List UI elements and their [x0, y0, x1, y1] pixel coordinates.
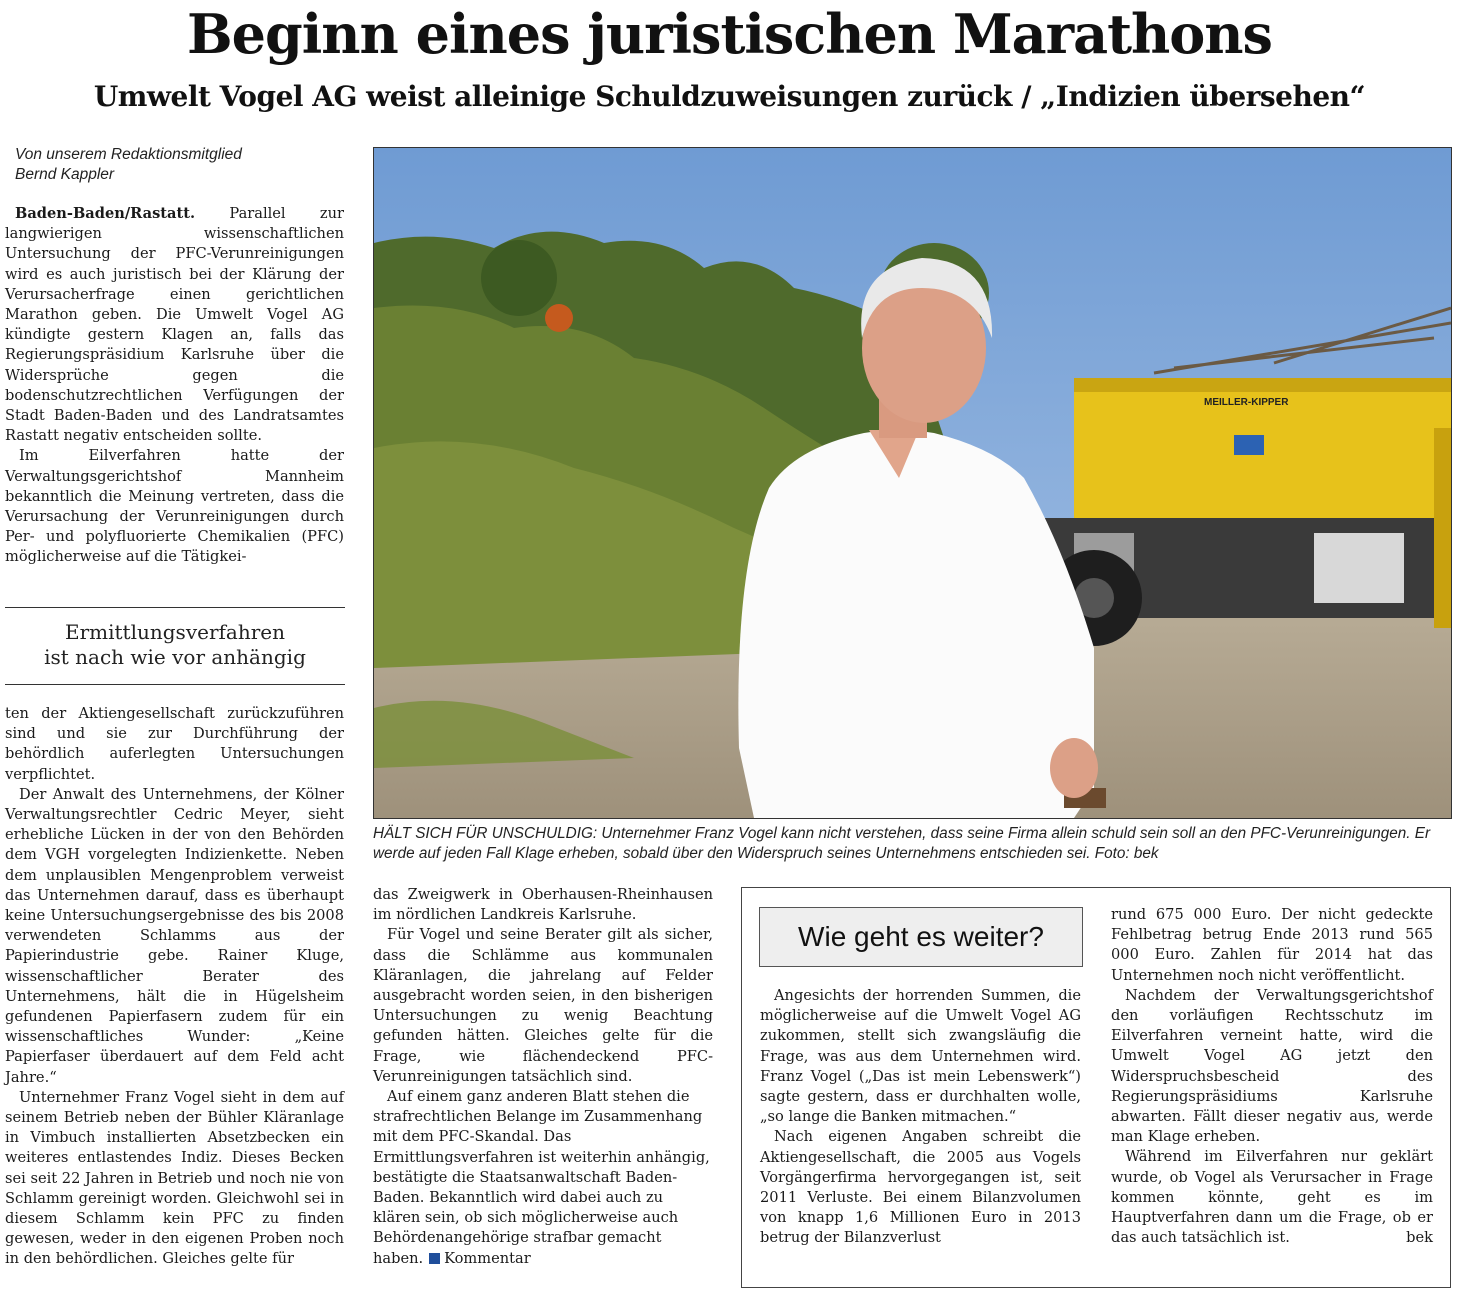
kommentar-link[interactable]: Kommentar	[444, 1249, 531, 1267]
subheadline: Umwelt Vogel AG weist alleinige Schuldzuweisungen zurück / „Indizien übersehen“	[93, 80, 1366, 113]
dateline: Baden-Baden/Rastatt.	[15, 205, 196, 222]
photo-franz-vogel	[374, 148, 1451, 818]
info-paragraph: Angesichts der horrenden Summen, die möglicherweise auf die Umwelt Vogel AG zukommen, stellt sich zwangsläufig die Frage, was aus dem Unternehmen wird. Franz Vogel („Das ist mein Lebenswerk“) sagte gestern, dass er durchhalten wolle, „so lange die Banken mitmachen.“	[760, 987, 1081, 1126]
info-box-title: Wie geht es weiter?	[759, 907, 1083, 967]
divider-top	[5, 607, 345, 608]
info-paragraph: rund 675 000 Euro. Der nicht gedeckte Fehlbetrag betrug Ende 2013 rund 565 000 Euro. Zahlen für 2014 hat das Unternehmen noch nicht veröffentlicht.	[1111, 906, 1433, 984]
photo-caption: HÄLT SICH FÜR UNSCHULDIG: Unternehmer Franz Vogel kann nicht verstehen, dass seine Firma allein schuld sein soll an den PFC-Verunreinigungen. Er werde auf jeden Fall Klage erheben, sobald über den Widerspruch seines Unternehmens entschieden sei. Foto: bek	[373, 825, 1431, 862]
article-paragraph: ten der Aktiengesellschaft zurückzuführen sind und sie zur Durchführung der behördlich auferlegten Untersuchungen verpflichtet.	[5, 705, 344, 783]
column2	[373, 885, 713, 1269]
article-paragraph: Im Eilverfahren hatte der Verwaltungsgerichtshof Mannheim bekanntlich die Meinung vertreten, dass die Verursachung der Verunreinigungen durch Per- und polyfluorierte Chemikalien (PFC) möglicherweise auf die Tätigkei-	[5, 447, 344, 566]
author-signature: bek	[1406, 1229, 1433, 1247]
column1-bottom	[5, 704, 344, 1270]
pull-quote-line1: Ermittlungsverfahren	[65, 620, 285, 644]
article-paragraph: Der Anwalt des Unternehmens, der Kölner Verwaltungsrechtler Cedric Meyer, sieht erhebliche Lücken in der von den Behörden dem VGH vorgelegten Indizienkette. Neben dem unplausiblen Mengenproblem verweist das Unternehmen darauf, dass es überhaupt keine Untersuchungsergebnisse des bis 2008 verwendeten Schlamms aus der Papierindustrie gebe. Rainer Kluge, wissenschaftlicher Berater des Unternehmens, hält die in Hügelsheim gefundenen Papierfasern zudem für ein wissenschaftliches Wunder: „Keine Papierfaser überdauert auf dem Feld acht Jahre.“	[5, 785, 344, 1086]
article-paragraph	[373, 1087, 713, 1269]
column1-top	[5, 204, 344, 568]
article-paragraph: Unternehmer Franz Vogel sieht in dem auf seinem Betrieb neben der Bühler Kläranlage in Vimbuch installierten Absetzbecken ein weiteres entlastendes Indiz. Dieses Becken sei seit 22 Jahren in Betrieb und noch nie von Schlamm gereinigt worden. Gleichwohl sei in diesem Schlamm kein PFC zu finden gewesen, weder in den eigenen Proben noch in den behördlichen. Gleiches gelte für	[5, 1088, 344, 1268]
divider-bottom	[5, 684, 345, 685]
pull-quote	[5, 620, 345, 670]
article-text: Parallel zur langwierigen wissenschaftlichen Untersuchung der PFC-Verunreinigungen wird es auch juristisch bei der Klärung der Verursacherfrage einen gerichtlichen Marathon geben. Die Umwelt Vogel AG kündigte gestern Klagen an, falls das Regierungspräsidium Karlsruhe über die Widersprüche gegen die bodenschutzrechtlichen Verfügungen der Stadt Baden-Baden und des Landratsamtes Rastatt negativ entscheiden sollte.	[5, 205, 345, 445]
headline: Beginn eines juristischen Marathons	[187, 2, 1272, 66]
pull-quote-line2: ist nach wie vor anhängig	[44, 645, 306, 669]
truck-label: MEILLER-KIPPER	[1204, 397, 1289, 408]
article-paragraph: das Zweigwerk in Oberhausen-Rheinhausen im nördlichen Landkreis Karlsruhe.	[373, 886, 713, 924]
byline-line1: Von unserem Redaktionsmitglied	[15, 146, 242, 163]
info-box-right-column	[1111, 905, 1433, 1248]
article-paragraph: Für Vogel und seine Berater gilt als sicher, dass die Schlämme aus kommunalen Kläranlagen, die jahrelang auf Felder ausgebracht worden seien, in den bisherigen Untersuchungen zu wenig Beachtung gefunden hätten. Gleiches gelte für die Frage, wie flächendeckend PFC-Verunreinigungen tatsächlich sind.	[373, 926, 713, 1085]
info-text: Während im Eilverfahren nur geklärt wurde, ob Vogel als Verursacher in Frage kommen könnte, geht es im Hauptverfahren dann um die Frage, ob er das auch tatsächlich ist.	[1111, 1148, 1433, 1247]
info-paragraph: Nachdem der Verwaltungsgerichtshof den vorläufigen Rechtsschutz im Eilverfahren verneint hatte, wird die Umwelt Vogel AG jetzt den Widerspruchsbescheid des Regierungspräsidiums Karlsruhe abwarten. Fällt dieser negativ aus, werde man Klage erheben.	[1111, 986, 1433, 1146]
byline-author: Bernd Kappler	[15, 166, 115, 183]
square-bullet-icon	[429, 1253, 440, 1264]
info-paragraph	[1111, 1147, 1433, 1248]
article-paragraph	[5, 204, 344, 446]
article-text: Auf einem ganz anderen Blatt stehen die strafrechtlichen Belange im Zusammenhang mit dem PFC-Skandal. Das Ermittlungsverfahren ist weiterhin anhängig, bestätigte die Staatsanwaltschaft Baden-Baden. Bekanntlich wird dabei auch zu klären sein, ob sich möglicherweise auch Behördenangehörige strafbar gemacht haben.	[373, 1088, 710, 1267]
info-paragraph: Nach eigenen Angaben schreibt die Aktiengesellschaft, die 2005 aus Vogels Vorgängerfirma hervorgegangen ist, seit 2011 Verluste. Bei einem Bilanzvolumen von knapp 1,6 Millionen Euro in 2013 betrug der Bilanzverlust	[760, 1128, 1081, 1247]
info-box-left-column	[760, 986, 1081, 1249]
article-photo	[373, 147, 1452, 819]
byline	[15, 145, 345, 185]
